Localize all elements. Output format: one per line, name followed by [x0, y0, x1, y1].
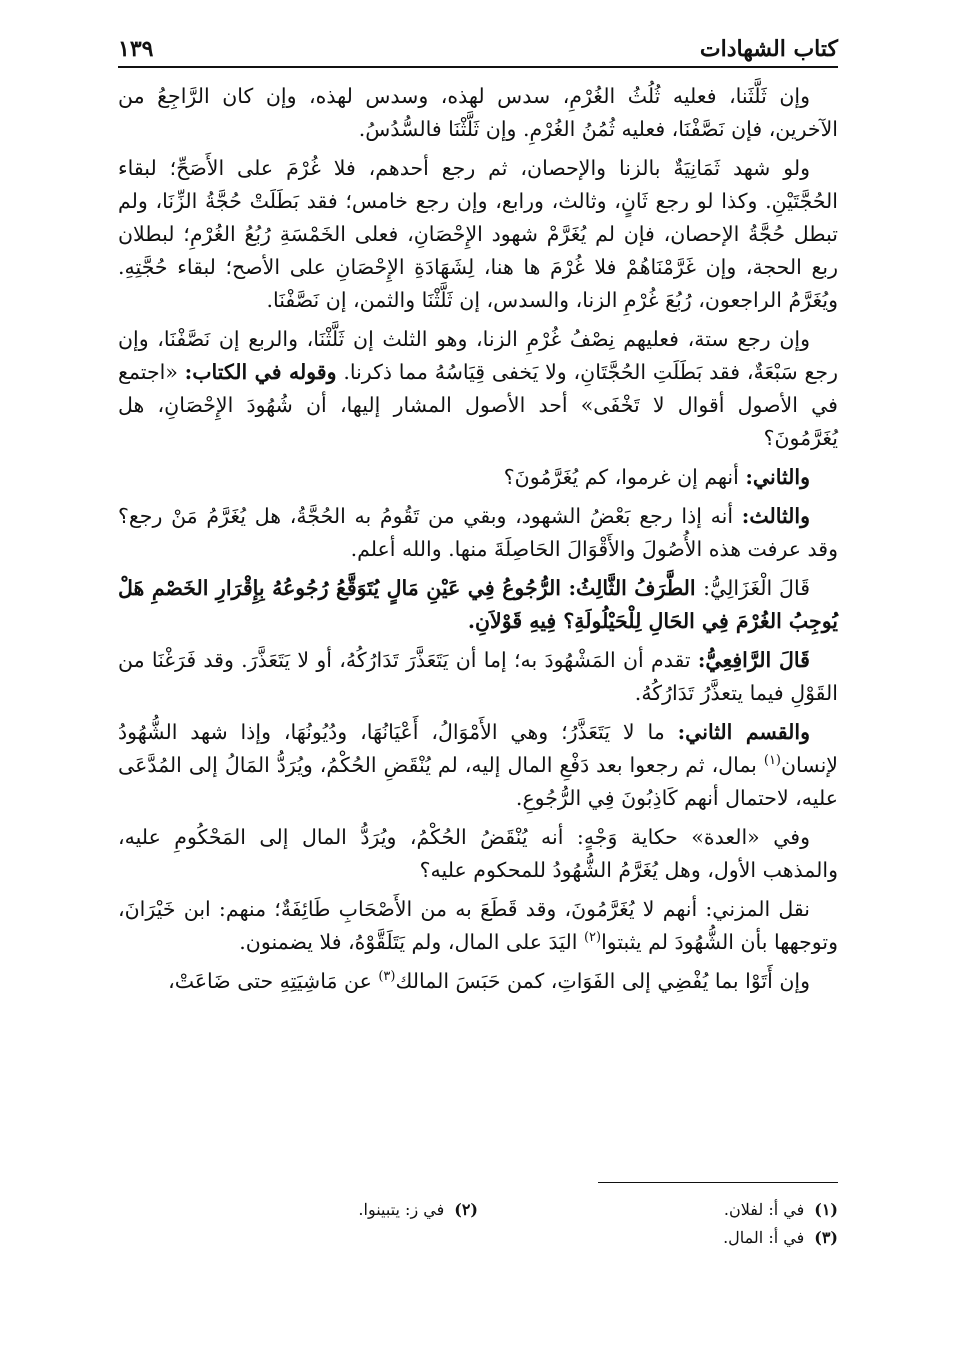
text-segment: عن مَاشِيَتِهِ حتى ضَاعَتْ،	[168, 969, 379, 993]
text-segment: والثاني:	[745, 465, 810, 489]
text-segment: «اجتمع في الأصول أقوال لا تَخْفَى» أحد الأصول المشار إليها، أن شُهُودَ الإِحْصَانِ، هل يُغَرَّمُونَ؟	[118, 360, 838, 450]
footnote-number: (٣)	[814, 1228, 838, 1247]
text-segment: قَالَ الْغَزَالِيُّ:	[703, 576, 810, 600]
text-segment: تقدم أن المَشْهُودَ به؛ إما أن يَتَعَذَّرَ تَدَارُكُهُ، أو لا يَتَعَذَّرَ. وقد فَرَغْنَا من القَوْلِ فيما يتعذَّرُ تَدَارُكُهُ.	[118, 648, 838, 705]
text-segment: الطَّرَفُ الثَّالِثُ: الرُّجُوعُ فِي عَيْنِ مَالٍ يُتَوَقَّعُ رُجُوعُهُ بِإِقْرَارِ الخَصْمِ هَلْ يُوجِبُ الغُرْمَ فِي الحَالِ لِلْحَيْلُولَةِ؟ فِيهِ قَوْلاَنِ.	[118, 576, 838, 633]
footnote-row	[118, 1196, 838, 1224]
text-segment: نقل المزني: أنهم لا يُغَرَّمُونَ، وقد قَطَعَ به من الأَصْحَابِ طَائِفَةٌ؛ منهم: ابن خَيْرَانَ، وتوجهها بأن الشُّهُودَ لم يثبتوا	[118, 897, 838, 954]
paragraph	[118, 572, 838, 638]
page-header	[118, 28, 838, 62]
footnote-divider	[598, 1182, 838, 1183]
page-number: ١٣٩	[118, 36, 154, 62]
footnote-number: (٢)	[454, 1200, 478, 1219]
footnote-2	[118, 1196, 478, 1224]
text-segment: والثالث:	[741, 504, 810, 528]
paragraph	[118, 965, 838, 998]
text-segment: وقوله في الكتاب:	[184, 360, 337, 384]
paragraph	[118, 323, 838, 455]
footnote-row	[118, 1224, 838, 1252]
paragraph	[118, 644, 838, 710]
running-title: كتاب الشهادات	[699, 36, 838, 62]
paragraph	[118, 80, 838, 146]
text-segment: ما لا يَتَعَذَّرُ؛ وهي الأَمْوَالُ، أَعْيَانُهَا، ودُيُونُهَا، وإذا شهد الشُّهُودُ لإنسان	[118, 720, 838, 777]
paragraph	[118, 500, 838, 566]
text-segment: وإن رجع ستة، فعليهم نِصْفُ غُرْمِ الزنا، وهو الثلث إن ثَلَّثْنَا، والربع إن نَصَّفْنَا، وإن رجع سَبْعَةٌ، فقد بَطَلَتِ الحُجَّتَانِ، ولا يَخفى قِيَاسُهُ مما ذكرنا.	[118, 327, 838, 384]
paragraph	[118, 893, 838, 959]
text-segment: وفي «العدة» حكاية وَجْهٍ: أنه يُنْقَضُ الحُكْمُ، ويُرَدُّ المال إلى المَحْكُومِ عليه، والمذهب الأول، وهل يُغَرَّمُ الشُّهُودُ للمحكوم عليه؟	[118, 825, 838, 882]
paragraph	[118, 716, 838, 815]
text-segment: قَالَ الرَّافِعِيُّ:	[697, 648, 810, 672]
text-segment: وإن ثَلَّثَنا، فعليه ثُلُثُ الغُرْمِ، سدس لهذه، وسدس لهذه، وإن كان الرَّاجِعُ من الآخرين، فإن نَصَّفْنَا، فعليه ثُمُنُ الغُرْمِ. وإن ثَلَّثْنَا فالسُّدُسُ.	[118, 84, 838, 141]
text-segment: أنهم إن غرموا، كم يُغَرَّمُونَ؟	[503, 465, 746, 489]
footnote-1	[478, 1196, 838, 1224]
text-segment: والقسم الثاني:	[677, 720, 810, 744]
text-segment: بمال، ثم رجعوا بعد دَفْعِ المال إليه، لم يُنْقَضِ الحُكْمُ، ويُرَدُّ المَالُ إلى المُدَّعَى عليه، لاحتمال أنهم كَاذِبُونَ فِي الرُّجُوعِ.	[118, 753, 838, 810]
main-text	[118, 80, 838, 1004]
footnote-marker: (٣)	[378, 969, 396, 985]
text-segment: ولو شهد ثَمَانِيَةٌ بالزنا والإحصان، ثم رجع أحدهم، فلا غُرْمَ على الأَصَحِّ؛ لبقاء الحُجَّتَيْنِ. وكذا لو رجع ثَانٍ، وثالث، ورابع، وإن رجع خامس؛ فقد بَطَلَتْ حُجَّةُ الزِّنَا، ولم تبطل حُجَّةُ الإحصان، فإن لم يُغَرَّمْ شهود الإِحْصَانِ، فعلى الخَمْسَةِ رُبُعُ الغُرْمِ؛ لبطلان ربع الحجة، وإن غَرَّمْنَاهُمْ فلا غُرْمَ ها هنا، لِشَهَادَةِ الإِحْصَانِ على الأصح؛ لبقاء حُجَّتِهِ. ويُغَرَّمُ الراجعون، رُبُعَ غُرْمِ الزنا، والسدس، إن ثَلَّثْنَا والثمن، إن نَصَّفْنَا.	[118, 156, 838, 312]
footnote-text: في أ: المال.	[723, 1228, 805, 1247]
paragraph	[118, 821, 838, 887]
footnote-text: في أ: لفلان.	[723, 1200, 805, 1219]
footnotes	[118, 1196, 838, 1252]
footnote-marker: (١)	[763, 753, 781, 769]
footnote-number: (١)	[814, 1200, 838, 1219]
header-divider	[118, 66, 838, 68]
text-segment: وإن أَتَوْا بما يُفْضِي إلى الفَوَاتِ، كمن حَبَسَ المالك	[395, 969, 810, 993]
text-segment: اليَدَ على المال، ولم يَتَلَقَّوْهُ، فلا يضمنون.	[239, 930, 584, 954]
paragraph	[118, 152, 838, 317]
footnote-text: في ز: يتبينوا.	[358, 1200, 445, 1219]
paragraph	[118, 461, 838, 494]
footnote-3	[478, 1224, 838, 1252]
text-segment: أنه إذا رجع بَعْضُ الشهود، وبقي من تَقُومُ به الحُجَّةُ، هل يُغَرَّمُ مَنْ رجع؟ وقد عرفت هذه الأُصُولَ والأَقْوَالَ الحَاصِلَةَ منها. والله أعلم.	[118, 504, 838, 561]
footnote-marker: (٢)	[583, 930, 602, 946]
